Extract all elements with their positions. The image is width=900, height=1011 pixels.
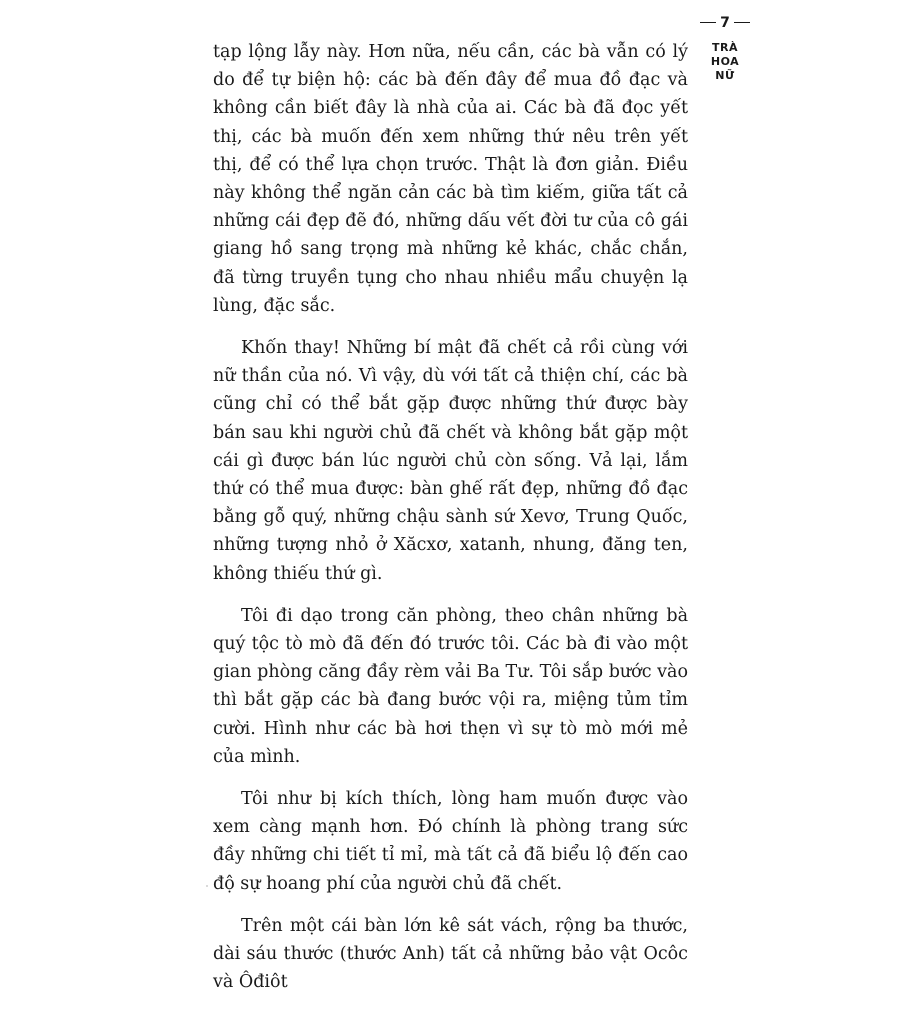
- book-title-line: TRÀ: [712, 41, 738, 54]
- body-text: [213, 38, 688, 1011]
- running-header: [700, 12, 750, 83]
- paragraph: Tôi như bị kích thích, lòng ham muốn được vào xem càng mạnh hơn. Đó chính là phòng trang sức đầy những chi tiết tỉ mỉ, mà tất cả đã biểu lộ đến cao độ sự hoang phí của người chủ đã chết.: [213, 789, 688, 894]
- book-title: [700, 41, 750, 83]
- paragraph: Trên một cái bàn lớn kê sát vách, rộng ba thước, dài sáu thước (thước Anh) tất cả những bảo vật Ocôc và Ôđiôt: [213, 915, 688, 993]
- paper-speck: [206, 885, 208, 887]
- page-number: 7: [716, 13, 734, 33]
- book-title-line: NỮ: [715, 69, 735, 82]
- book-title-line: HOA: [710, 55, 740, 68]
- paragraph: Khốn thay! Những bí mật đã chết cả rồi cùng với nữ thần của nó. Vì vậy, dù với tất cả thiện chí, các bà cũng chỉ có thể bắt gặp được những thứ được bày bán sau khi người chủ đã chết và không bắt gặp một cái gì được bán lúc người chủ còn sống. Vả lại, lắm thứ có thể mua được: bàn ghế rất đẹp, những đồ đạc bằng gỗ quý, những chậu sành sứ Xevơ, Trung Quốc, những tượng nhỏ ở Xăcxơ, xatanh, nhung, đăng ten, không thiếu thứ gì.: [213, 338, 688, 584]
- paragraph: tạp lộng lẫy này. Hơn nữa, nếu cần, các bà vẫn có lý do để tự biện hộ: các bà đến đây để mua đồ đạc và không cần biết đây là nhà của ai. Các bà đã đọc yết thị, các bà muốn đến xem những thứ nêu trên yết thị, để có thể lựa chọn trước. Thật là đơn giản. Điều này không thể ngăn cản các bà tìm kiếm, giữa tất cả những cái đẹp đẽ đó, những dấu vết đời tư của cô gái giang hồ sang trọng mà những kẻ khác, chắc chắn, đã từng truyền tụng cho nhau nhiều mẩu chuyện lạ lùng, đặc sắc.: [213, 42, 688, 316]
- paragraph: Tôi đi dạo trong căn phòng, theo chân những bà quý tộc tò mò đã đến đó trước tôi. Các bà đi vào một gian phòng căng đầy rèm vải Ba Tư. Tôi sắp bước vào thì bắt gặp các bà đang bước vội ra, miệng tủm tỉm cười. Hình như các bà hơi thẹn vì sự tò mò mới mẻ của mình.: [213, 605, 688, 767]
